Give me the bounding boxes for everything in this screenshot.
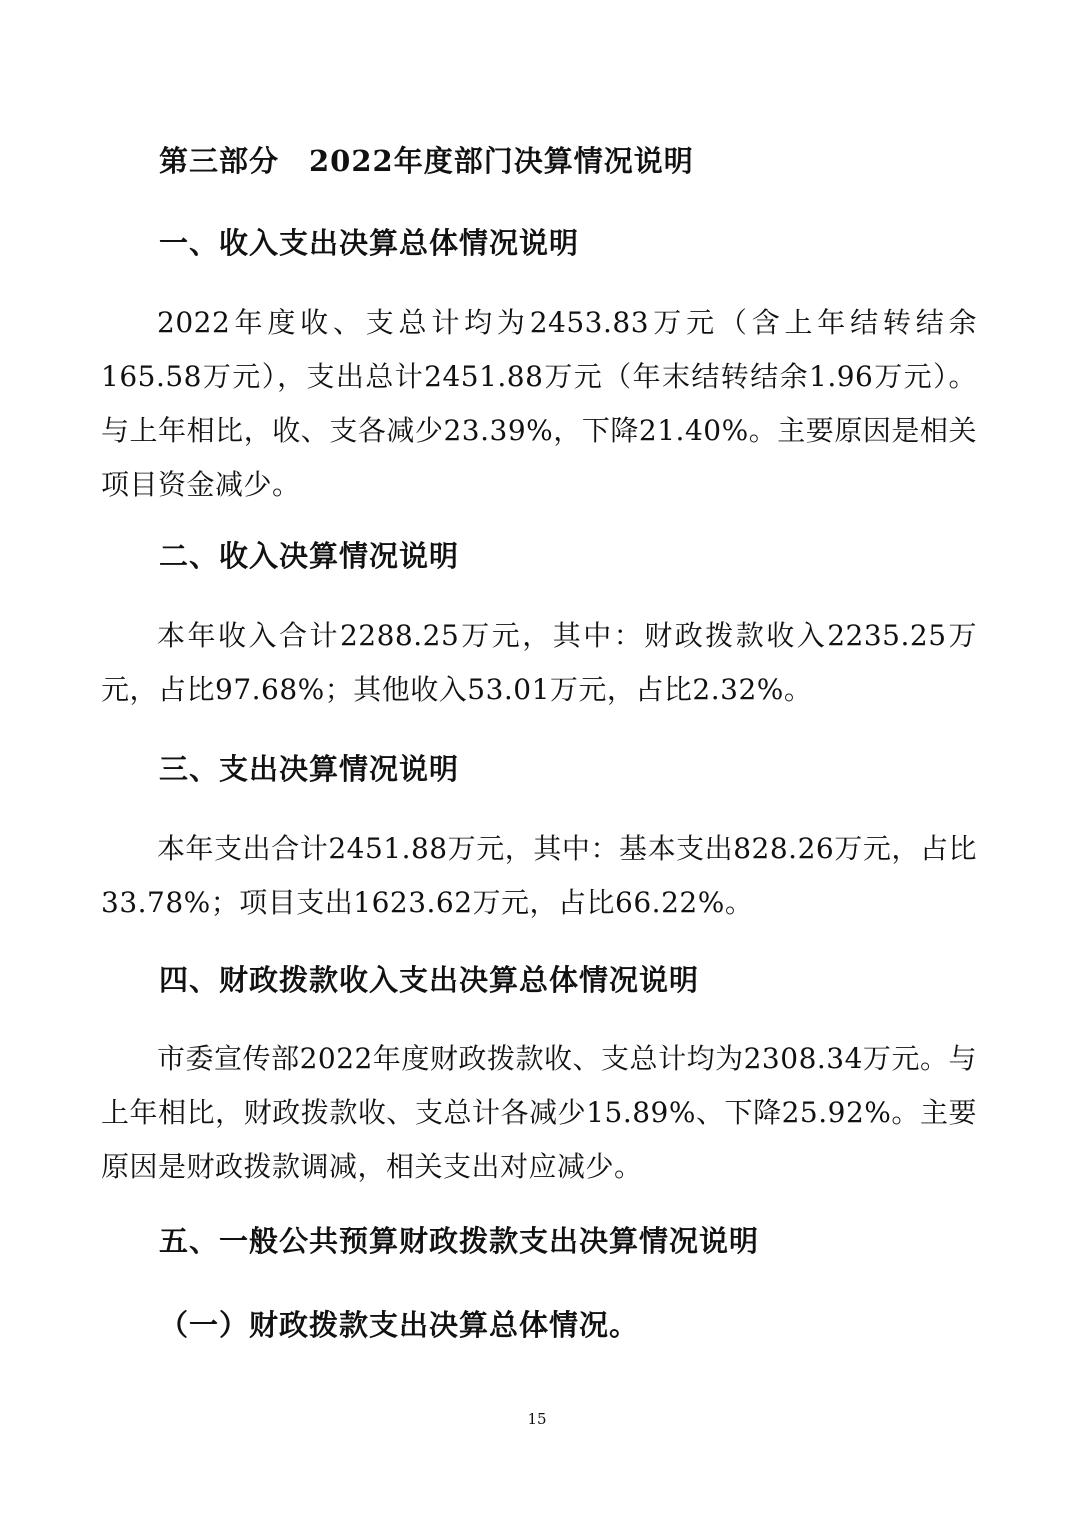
section-3-heading: 三、支出决算情况说明 xyxy=(159,752,460,786)
subsection-heading: （一）财政拨款支出决算总体情况。 xyxy=(159,1308,640,1342)
section-1-heading: 一、收入支出决算总体情况说明 xyxy=(159,226,580,260)
section-4-paragraph: 市委宣传部2022年度财政拨款收、支总计均为2308.34万元。与上年相比，财政拨款收、支总计各减少15.89%、下降25.92%。主要原因是财政拨款调减，相关支出对应减少。 xyxy=(101,1042,977,1183)
page-number: 15 xyxy=(527,1410,547,1428)
page-title: 第三部分 2022年度部门决算情况说明 xyxy=(159,144,694,178)
section-5-heading: 五、一般公共预算财政拨款支出决算情况说明 xyxy=(159,1224,760,1258)
section-2-heading: 二、收入决算情况说明 xyxy=(159,539,460,573)
section-3-paragraph: 本年支出合计2451.88万元，其中：基本支出828.26万元，占比33.78%；项目支出1623.62万元，占比66.22%。 xyxy=(101,832,977,919)
section-2-paragraph: 本年收入合计2288.25万元，其中：财政拨款收入2235.25万元，占比97.68%；其他收入53.01万元，占比2.32%。 xyxy=(101,619,977,706)
section-1-paragraph: 2022年度收、支总计均为2453.83万元（含上年结转结余165.58万元），支出总计2451.88万元（年末结转结余1.96万元）。与上年相比，收、支各减少23.39%，下降21.40%。主要原因是相关项目资金减少。 xyxy=(101,306,977,501)
section-4-heading: 四、财政拨款收入支出决算总体情况说明 xyxy=(159,963,700,997)
